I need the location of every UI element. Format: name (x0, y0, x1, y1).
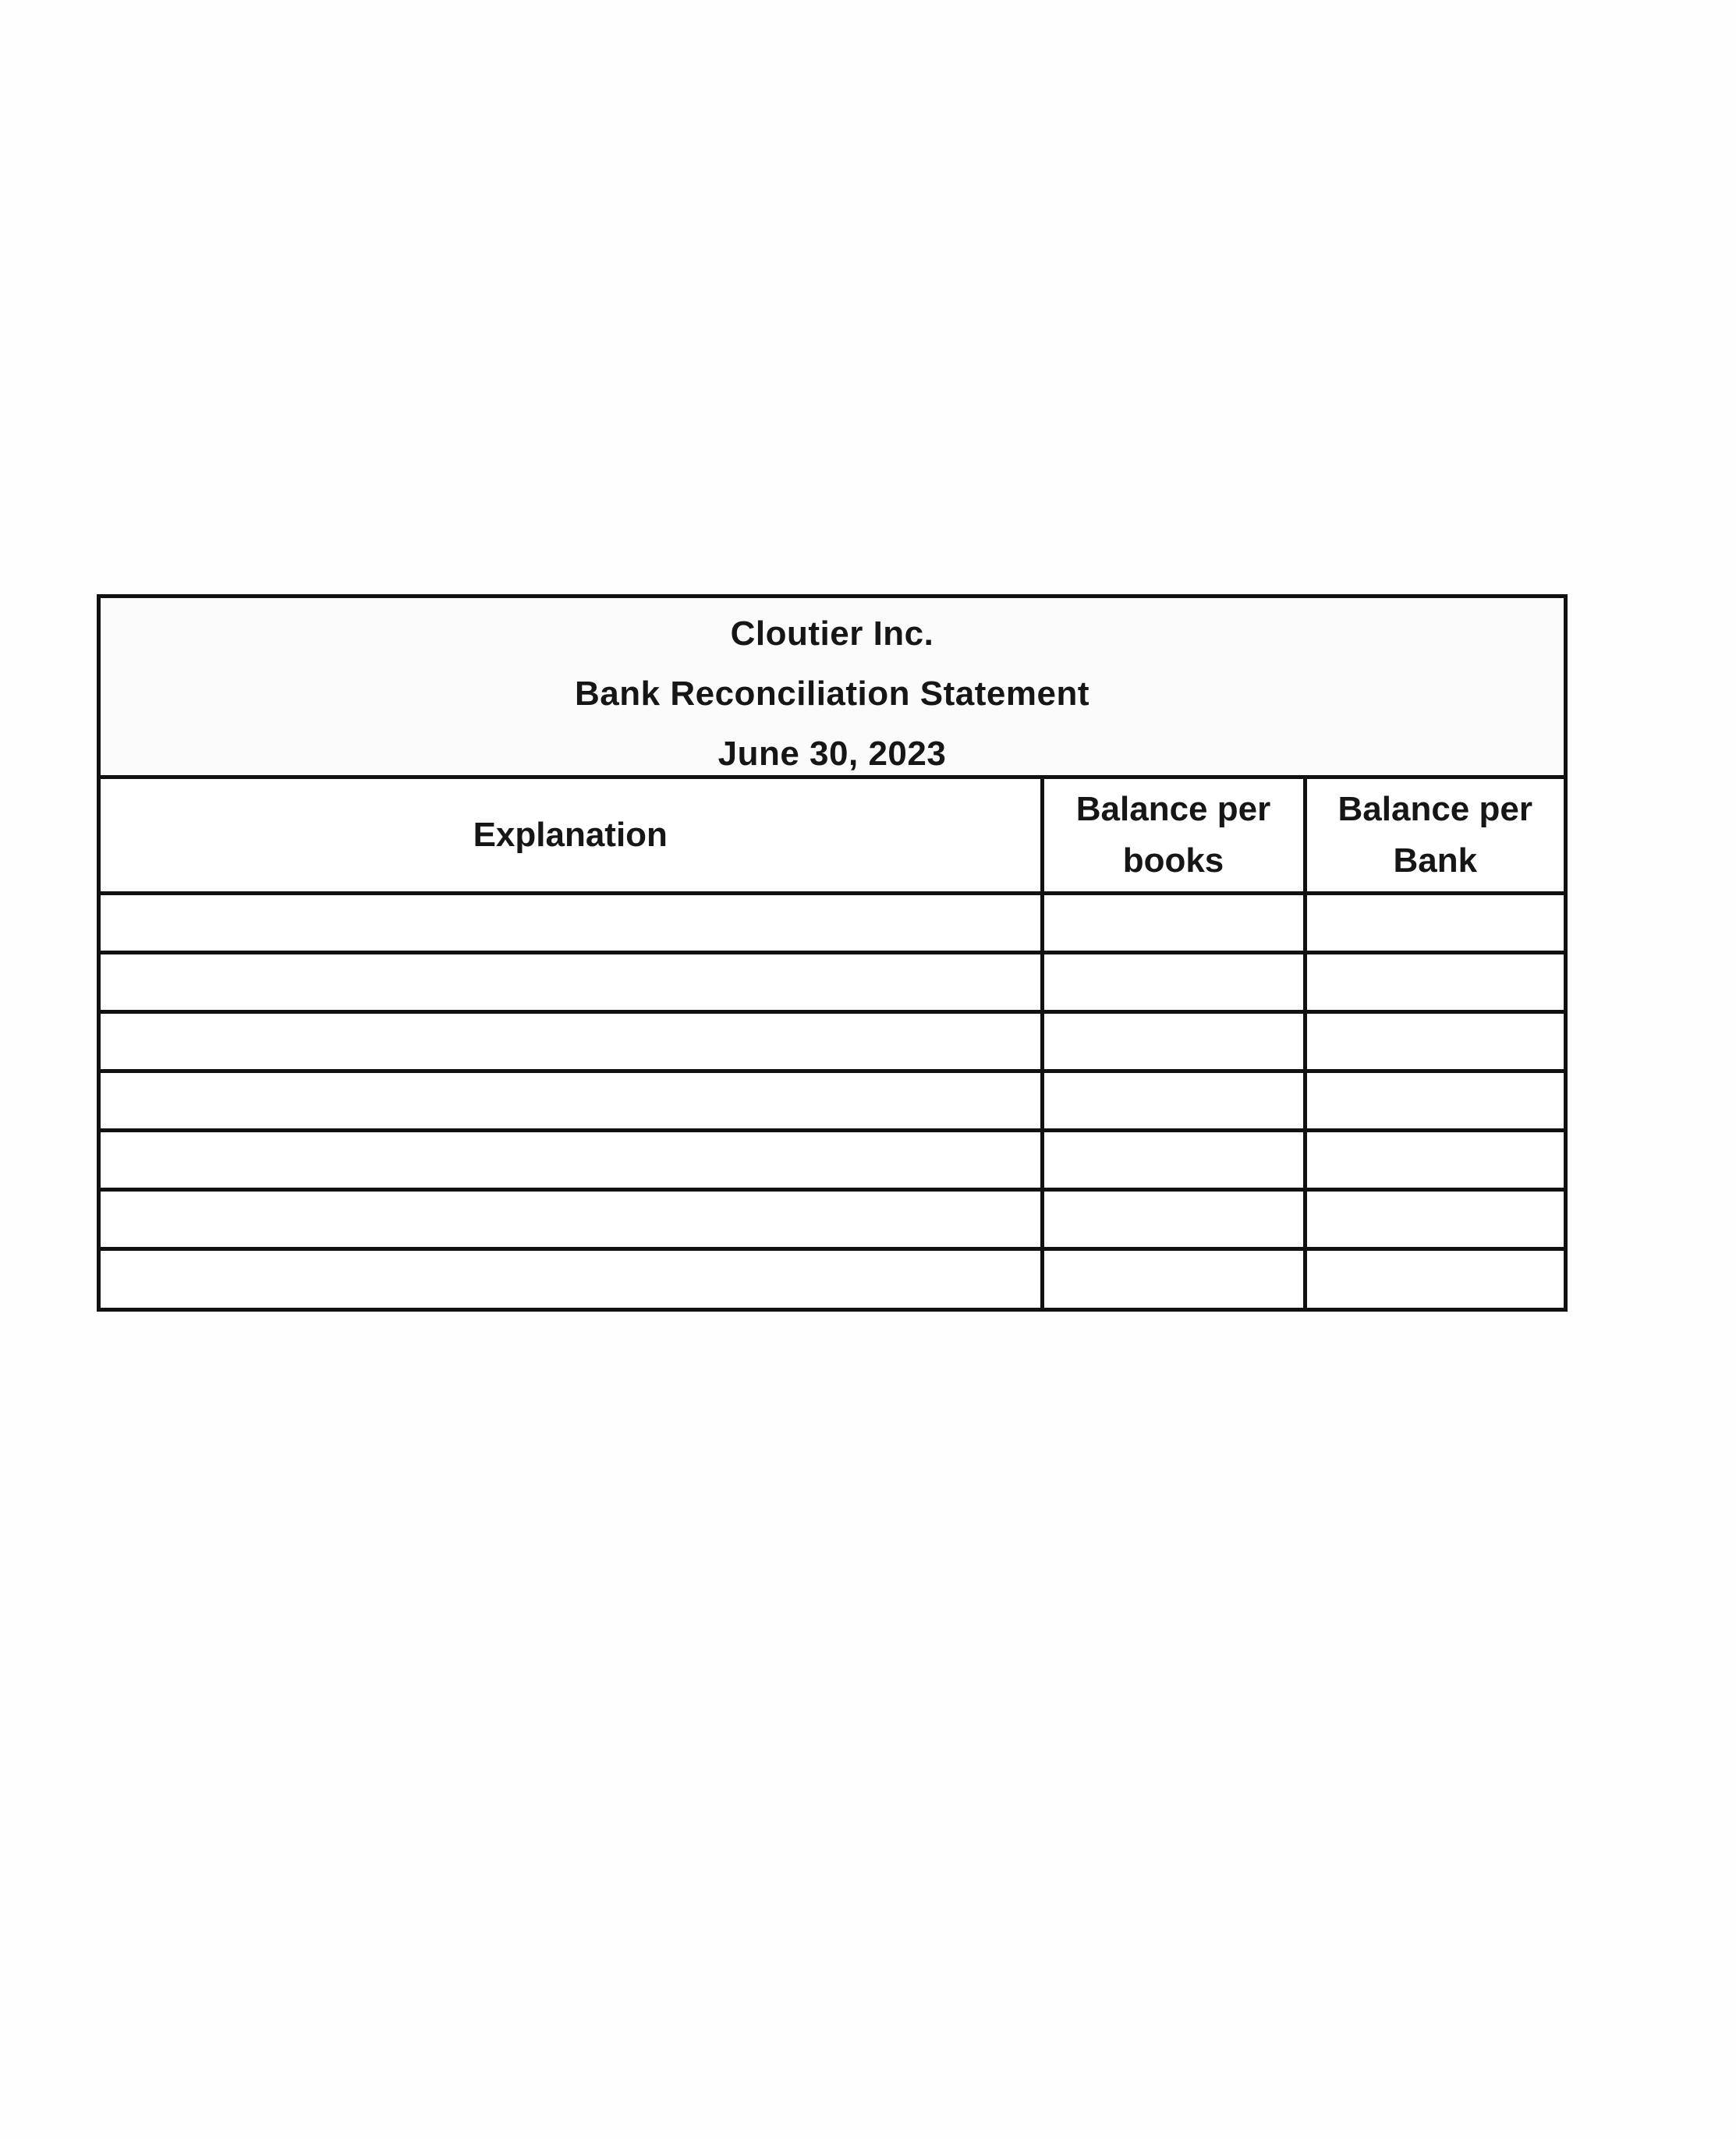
table-row (101, 1011, 1564, 1071)
balance-per-books-column-header: Balance per books (1042, 779, 1305, 893)
bank-balance-cell[interactable] (1305, 893, 1564, 952)
books-balance-cell[interactable] (1042, 1071, 1305, 1130)
books-balance-cell[interactable] (1042, 1130, 1305, 1189)
company-name: Cloutier Inc. (730, 614, 934, 653)
explanation-cell[interactable] (101, 1130, 1042, 1189)
reconciliation-table (101, 779, 1564, 1308)
explanation-column-header: Explanation (101, 779, 1042, 893)
bank-balance-cell[interactable] (1305, 1130, 1564, 1189)
balance-per-bank-column-header: Balance per Bank (1305, 779, 1564, 893)
books-balance-cell[interactable] (1042, 1189, 1305, 1248)
statement-date: June 30, 2023 (717, 735, 947, 773)
statement-header (101, 598, 1564, 779)
books-balance-cell[interactable] (1042, 952, 1305, 1011)
explanation-cell[interactable] (101, 952, 1042, 1011)
table-row (101, 1248, 1564, 1308)
books-balance-cell[interactable] (1042, 1248, 1305, 1308)
explanation-cell[interactable] (101, 1071, 1042, 1130)
table-row (101, 952, 1564, 1011)
statement-title: Bank Reconciliation Statement (575, 675, 1089, 713)
books-balance-cell[interactable] (1042, 893, 1305, 952)
table-row (101, 893, 1564, 952)
table-row (101, 1071, 1564, 1130)
table-row (101, 1130, 1564, 1189)
bank-balance-cell[interactable] (1305, 1248, 1564, 1308)
books-balance-cell[interactable] (1042, 1011, 1305, 1071)
bank-balance-cell[interactable] (1305, 1011, 1564, 1071)
bank-reconciliation-form (97, 594, 1568, 1312)
explanation-cell[interactable] (101, 1189, 1042, 1248)
table-row (101, 1189, 1564, 1248)
bank-balance-cell[interactable] (1305, 952, 1564, 1011)
explanation-cell[interactable] (101, 1011, 1042, 1071)
explanation-cell[interactable] (101, 893, 1042, 952)
bank-balance-cell[interactable] (1305, 1071, 1564, 1130)
explanation-cell[interactable] (101, 1248, 1042, 1308)
bank-balance-cell[interactable] (1305, 1189, 1564, 1248)
column-header-row (101, 779, 1564, 893)
